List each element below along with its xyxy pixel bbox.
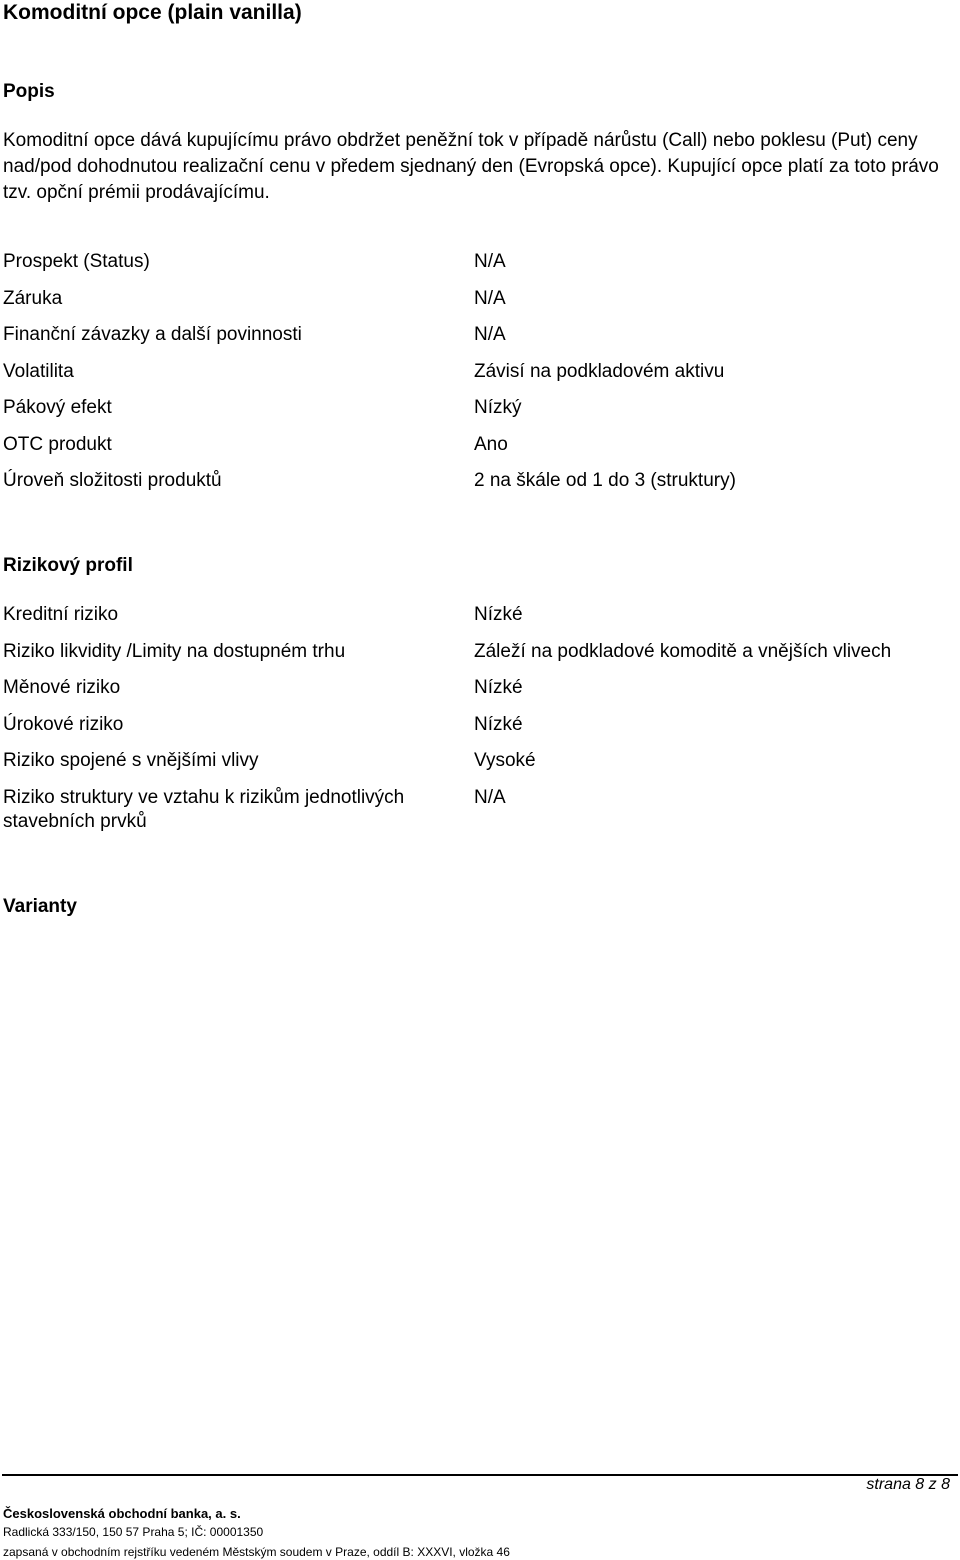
- footer-divider: [2, 1474, 958, 1476]
- risk-label: Měnové riziko: [3, 677, 121, 698]
- property-label: Prospekt (Status): [3, 251, 150, 272]
- property-label: Volatilita: [3, 361, 74, 382]
- footer-address: Radlická 333/150, 150 57 Praha 5; IČ: 00001350: [3, 1525, 264, 1539]
- footer-company-name: Československá obchodní banka, a. s.: [3, 1506, 241, 1521]
- property-value: Ano: [474, 434, 508, 455]
- property-value: N/A: [474, 288, 506, 309]
- page-number: strana 8 z 8: [866, 1476, 950, 1493]
- property-label: Pákový efekt: [3, 397, 112, 418]
- property-value: 2 na škále od 1 do 3 (struktury): [474, 470, 736, 491]
- risk-label: Riziko spojené s vnějšími vlivy: [3, 750, 259, 771]
- risk-label: Riziko likvidity /Limity na dostupném trhu: [3, 641, 346, 662]
- property-label: Záruka: [3, 288, 63, 309]
- document-title: Komoditní opce (plain vanilla): [3, 1, 302, 24]
- risk-value: Nízké: [474, 604, 523, 625]
- risk-value: Nízké: [474, 714, 523, 735]
- risk-value: Vysoké: [474, 750, 536, 771]
- risk-label: Riziko struktury ve vztahu k rizikům jednotlivých stavebních prvků: [3, 787, 405, 832]
- property-value: Nízký: [474, 397, 522, 418]
- risk-label: Kreditní riziko: [3, 604, 119, 625]
- property-label: OTC produkt: [3, 434, 112, 455]
- section-heading-risk-profile: Rizikový profil: [3, 555, 133, 576]
- risk-value: Záleží na podkladové komoditě a vnějších vlivech: [474, 641, 892, 662]
- risk-value: N/A: [474, 787, 506, 808]
- property-value: Závisí na podkladovém aktivu: [474, 361, 725, 382]
- property-label: Úroveň složitosti produktů: [3, 470, 222, 491]
- property-value: N/A: [474, 324, 506, 345]
- footer-register-info: zapsaná v obchodním rejstříku vedeném Městským soudem v Praze, oddíl B: XXXVI, vložka 46: [3, 1545, 510, 1559]
- property-label: Finanční závazky a další povinnosti: [3, 324, 302, 345]
- property-value: N/A: [474, 251, 506, 272]
- section-heading-popis: Popis: [3, 81, 55, 102]
- section-heading-varianty: Varianty: [3, 896, 77, 917]
- risk-value: Nízké: [474, 677, 523, 698]
- description-text: Komoditní opce dává kupujícímu právo obdržet peněžní tok v případě nárůstu (Call) nebo poklesu (Put) ceny nad/pod dohodnutou realizační cenu v předem sjednaný den (Evropská opce). Kupující opce platí za toto právo tzv. opční prémii prodávajícímu.: [3, 130, 939, 203]
- risk-label: Úrokové riziko: [3, 714, 124, 735]
